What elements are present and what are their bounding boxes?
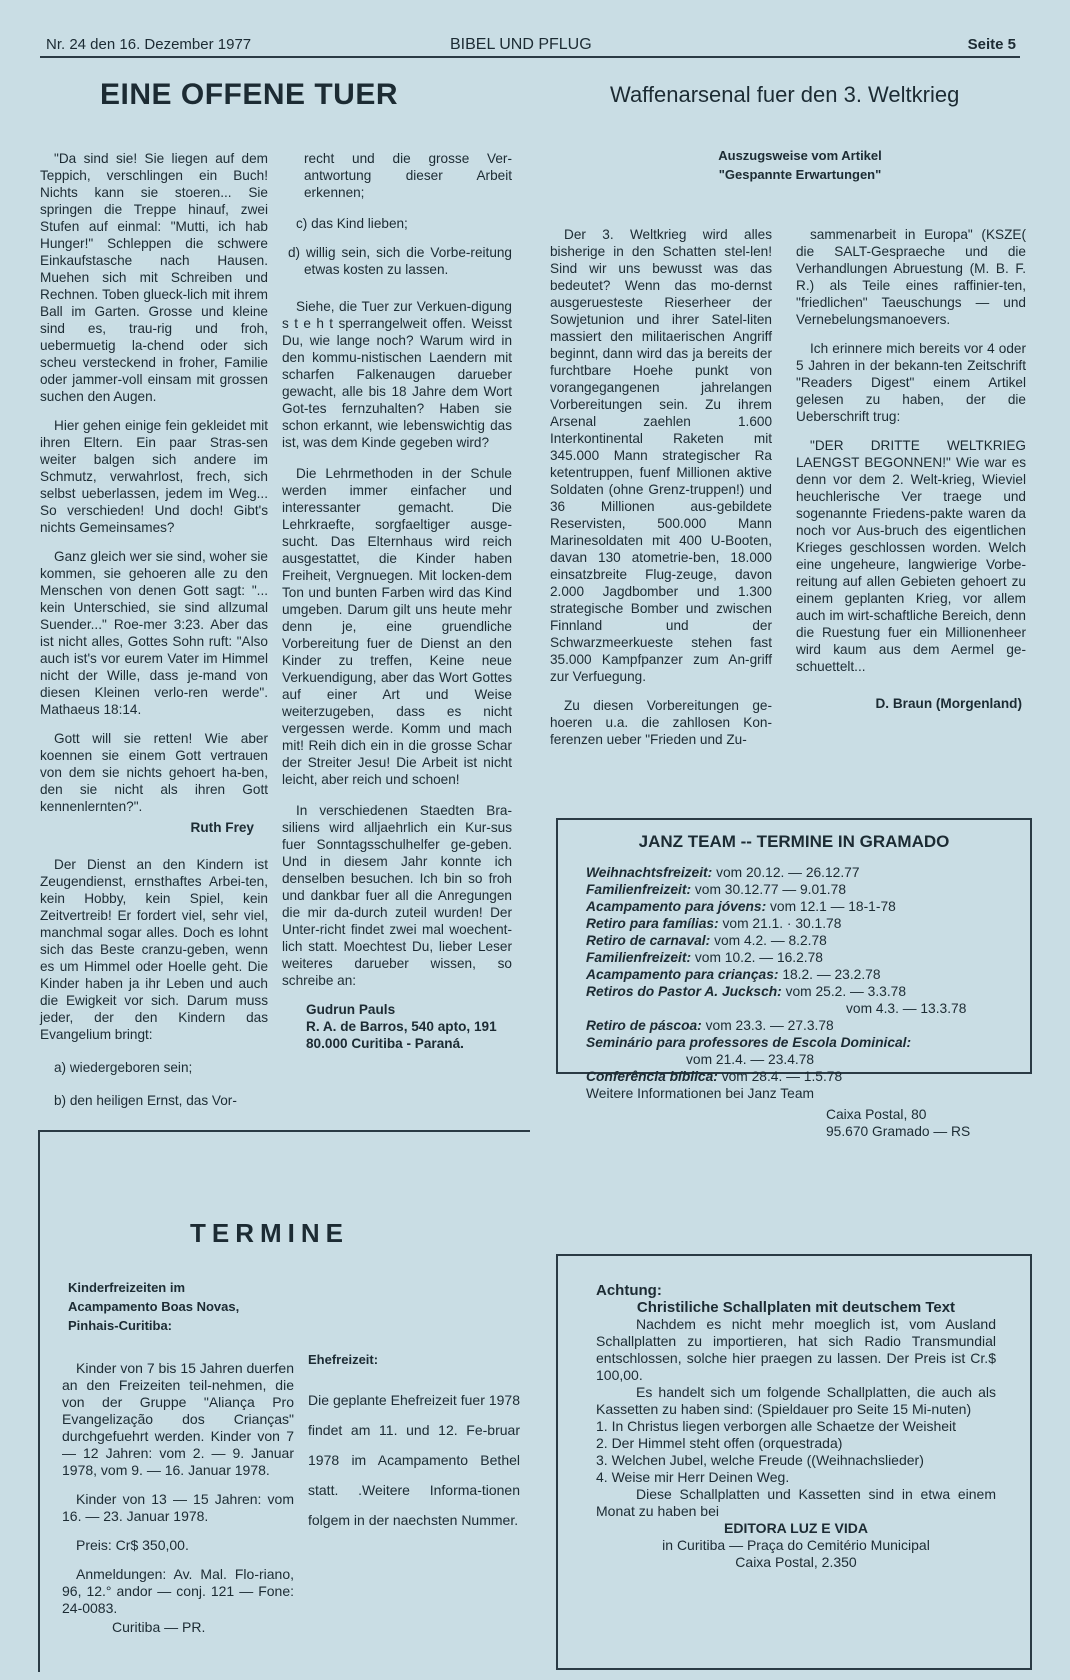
paragraph: Es handelt sich um folgende Schallplatten, die auch als Kassetten zu haben sind: (Spieldauer pro Seite 15 Mi-nuten) (596, 1384, 996, 1417)
subtitle-line-1: Auszugsweise vom Artikel (718, 148, 882, 163)
paragraph: Diese Schallplatten und Kassetten sind in etwa einem Monat zu haben bei (596, 1486, 996, 1519)
termine-heading (68, 1278, 300, 1335)
termine-box (38, 1130, 530, 1672)
janz-address-2: 95.670 Gramado — RS (826, 1124, 971, 1139)
paragraph: Zu diesen Vorbereitungen ge-hoeren u.a. die zahllosen Kon-ferenzen ueber "Frieden und Zu- (550, 698, 772, 747)
record-list (596, 1418, 996, 1486)
schedule-row-extra: vom 4.3. — 13.3.78 (846, 1001, 967, 1016)
termine-heading-line: Pinhais-Curitiba: (68, 1318, 173, 1333)
ehefreizeit-section (308, 1352, 520, 1535)
janz-team-schedule (586, 864, 1016, 1140)
article2-column-1 (550, 226, 772, 760)
paragraph: Nachdem es nicht mehr moeglich ist, vom Ausland Schallplatten zu importieren, hat sich Radio Transmundial entschlossen, solche hier praegen zu lassen. Der Preis ist Cr.$ 100,00. (596, 1316, 996, 1383)
paragraph: sammenarbeit in Europa" (KSZE( die SALT-Gespraeche und die Verhandlungen Abruestung (M. B. F. R.) als Teile eines raffinier-ten, "friedlichen" Taeuschungs — und Vernebelungsmanoevers. (796, 227, 1026, 327)
contact-name: Gudrun Pauls (306, 1002, 396, 1017)
paragraph: Hier gehen einige fein gekleidet mit ihren Eltern. Ein paar Stras-sen weiter balgen sich andere im Schmutz, verwahrlost, frech, sich selbst ueberlassen, jedem im Weg... So verschieden! Und doch! Gibt's nichts Gemeinsames? (40, 418, 268, 535)
article1-column-1 (40, 150, 268, 1121)
termine-heading-line: Kinderfreizeiten im (68, 1280, 186, 1295)
schedule-row: Familienfreizeit: vom 30.12.77 — 9.01.78 (586, 882, 846, 897)
schedule-row: Weihnachtsfreizeit: vom 20.12. — 26.12.77 (586, 865, 860, 880)
schedule-row: Acampamento para jóvens: vom 12.1 — 18-1-78 (586, 899, 896, 914)
article-title-waffenarsenal: Waffenarsenal fuer den 3. Weltkrieg (610, 82, 960, 107)
article2-subtitle (700, 148, 900, 182)
record-item: 4. Weise mir Herr Deinen Weg. (596, 1469, 790, 1485)
paragraph: Ganz gleich wer sie sind, woher sie kommen, sie gehoeren alle zu den Menschen von denen Gott sagt: "... kein Unterschied, sie sind allzumal Suender..." Roe-mer 3:23. Aber das ist nicht alles, Gottes Sohn ruft: "Also auch ist's vor eurem Vater im Himmel nicht der Wille, dass je-mand von diesen Kleinen verlo-ren werde". Mathaeus 18:14. (40, 549, 268, 717)
paragraph: "DER DRITTE WELTKRIEG LAENGST BEGONNEN!" Wie war es denn vor dem 2. Welt-krieg, Wieviel heuchlerische Ver traege und sogenannte Friedens-pakte waren da noch vor Aus-bruch des eigentlichen Krieges geschlossen worden. Welch eine ungeheure, langwierige Vorbe-reitung auf allen Gebieten gehoert zu einem geplanten Krieg, vor allem auch im wirt-schaftliche Bereich, denn die Ruestung fuer ein Millionenheer wird kaum aus dem Aermel ge-schuettelt... (796, 438, 1026, 674)
schallplatten-heading-1: Achtung: (596, 1282, 662, 1299)
contact-city: 80.000 Curitiba - Paraná. (306, 1036, 464, 1051)
schedule-row: Retiro de páscoa: vom 23.3. — 27.3.78 (586, 1018, 834, 1033)
list-item-c: c) das Kind lieben; (296, 216, 408, 231)
schedule-row: Conferência bíblica: vom 28.4. — 1.5.78 (586, 1069, 843, 1084)
newspaper-title: BIBEL UND PFLUG (450, 36, 592, 53)
termine-heading-line: Acampamento Boas Novas, (68, 1299, 240, 1314)
janz-team-title: JANZ TEAM -- TERMINE IN GRAMADO (638, 832, 950, 851)
page-header (40, 34, 1020, 58)
schedule-row: Retiros do Pastor A. Jucksch: vom 25.2. — 3.3.78 (586, 984, 907, 999)
record-item: 1. In Christus liegen verborgen alle Schaetze der Weisheit (596, 1418, 957, 1434)
paragraph: "Da sind sie! Sie liegen auf dem Teppich, verschlingen ein Buch! Nichts kann sie stoeren... Sie springen die Treppe hinauf, zwei Stufen auf einmal: "Mutti, ich hab Hunger!" Schleppen die schwere Einkaufstasche nach Hausen. Muehen sich mit Schreiben und Rechnen. Toben glueck-lich mit ihrem Ball im Garten. Grosse und kleine sind es, trau-rig und froh, uebermuetig la-chend oder sich scheu versteckend in froher, Familie oder jammer-voll einsam mit grossen suchen den Augen. (40, 151, 268, 404)
record-item: 2. Der Himmel steht offen (orquestrada) (596, 1435, 843, 1451)
list-item-b-cont: recht und die grosse Ver-antwortung dieser Arbeit erkennen; (304, 151, 512, 200)
author-signature: Ruth Frey (190, 820, 254, 835)
paragraph: Siehe, die Tuer zur Verkuen-digung s t e h t sperrangelweit offen. Weisst Du, wie lange noch? Warum wird in den kommu-nistischen Laendern mit scharfen Falkenaugen darueber gewacht, alle bis 18 Jahre dem Wort Got-tes fernzuhalten? Haben sie schon erkannt, wie lebenswichtig das ist, was dem Kinde gegeben wird? (282, 299, 512, 450)
paragraph: Der Dienst an den Kindern ist Zeugendienst, ernsthaftes Arbei-ten, kein Hobby, kein Spiel, kein Zeitvertreib! Er fordert viel, sehr viel, manchmal sogar alles. Doch es lohnt sich das Beste cranzu-geben, wenn es um Himmel oder Hoelle geht. Die Kinder haben ja ihr Leben und auch die Ewigkeit vor sich. Darum muss jeder, der den Kindern das Evangelium bringt: (40, 857, 268, 1042)
paragraph: Kinder von 7 bis 15 Jahren duerfen an den Freizeiten teil-nehmen, die von der Gruppe "Aliança Pro Evangelização dos Crianças" durchgefuehrt werden. Kinder von 7 — 12 Jahren: vom 2. — 9. Januar 1978, vom 9. — 16. Januar 1978. (62, 1360, 294, 1478)
schedule-row-seminar: vom 21.4. — 23.4.78 (686, 1052, 815, 1067)
list-item-a: a) wiedergeboren sein; (54, 1060, 193, 1075)
page-number: Seite 5 (967, 36, 1016, 53)
publisher-address-1: in Curitiba — Praça do Cemitério Municipal (662, 1537, 930, 1553)
paragraph: Preis: Cr$ 350,00. (76, 1537, 189, 1553)
ehefreizeit-text: Die geplante Ehefreizeit fuer 1978 findet am 11. und 12. Fe-bruar 1978 im Acampamento Bethel statt. .Weitere Informa-tionen folgem in der naechsten Nummer. (308, 1392, 520, 1528)
termine-children-text (62, 1360, 294, 1648)
article2-column-2 (796, 226, 1026, 712)
schallplatten-heading-2: Christiliche Schallplaten mit deutschem Text (636, 1299, 956, 1316)
termine-title: TERMINE (190, 1218, 349, 1248)
schallplatten-box (556, 1254, 1032, 1670)
record-item: 3. Welchen Jubel, welche Freude ((Weihnachslieder) (596, 1452, 924, 1468)
article-title-offene-tuer: EINE OFFENE TUER (100, 78, 399, 111)
janz-address-1: Caixa Postal, 80 (826, 1107, 927, 1122)
paragraph: Gott will sie retten! Wie aber koennen sie einem Gott vertrauen von dem sie nichts gehoert ha-ben, den sie nicht als ihren Gott kennenlernten?". (40, 731, 268, 814)
schedule-row: Retiro de carnaval: vom 4.2. — 8.2.78 (586, 933, 827, 948)
paragraph: Kinder von 13 — 15 Jahren: vom 16. — 23. Januar 1978. (62, 1491, 294, 1524)
paragraph: Curitiba — PR. (112, 1619, 206, 1635)
publisher-address-2: Caixa Postal, 2.350 (735, 1554, 857, 1570)
schedule-row: Acampamento para crianças: 18.2. — 23.2.78 (586, 967, 881, 982)
publisher-name: EDITORA LUZ E VIDA (724, 1520, 868, 1536)
janz-team-box (556, 818, 1032, 1139)
list-item-b: b) den heiligen Ernst, das Vor- (54, 1093, 237, 1108)
paragraph: Ich erinnere mich bereits vor 4 oder 5 Jahren in der bekann-ten Zeitschrift "Readers Digest" einem Artikel gelesen zu haben, der die Ueberschrift trug: (796, 341, 1026, 424)
paragraph: Anmeldungen: Av. Mal. Flo-riano, 96, 12.° andor — conj. 121 — Fone: 24-0083. (62, 1566, 294, 1616)
list-item-d: d) willig sein, sich die Vorbe-reitung etwas kosten zu lassen. (288, 245, 512, 277)
ehefreizeit-title: Ehefreizeit: (308, 1352, 379, 1367)
issue-label: Nr. 24 den 16. Dezember 1977 (46, 36, 252, 53)
article1-column-2 (282, 150, 512, 1052)
author-signature: D. Braun (Morgenland) (875, 696, 1022, 711)
paragraph: Der 3. Weltkrieg wird alles bisherige in den Schatten stel-len! Sind wir uns bewusst was das bedeutet? Wenn das mo-dernst ausgeruesteste Rieserheer der Sowjetunion und ihrer Satel-liten massiert den militaerischen Angriff beginnt, dann wird das ja bereits der furchtbare Hoehe punkt von vorangegangenen jahrelangen Vorbereitungen sein. Zu ihrem Arsenal zaehlen 1.600 Interkontinental Raketen mit 345.000 Mann strategischer Ra ketentruppen, fuenf Millionen aktive Soldaten (ohne Grenz-truppen!) und 36 Millionen aus-gebildete Reservisten, 500.000 Mann Marinesoldaten mit 400 U-Booten, davan 130 atometrie-ben, 18.000 einsatzbreite Flug-zeuge, davon 2.000 Jagdbomber und 1.300 strategische Bomber und zwischen Finnland und der Schwarzmeerkueste stehen fast 35.000 Kampfpanzer zum An-griff zur Verfuegung. (550, 227, 772, 684)
paragraph: Die Lehrmethoden in der Schule werden immer einfacher und interessanter gemacht. Die Lehrkraefte, sorgfaeltiger ausge-sucht. Das Elternhaus wird reich ausgestattet, die Kinder haben Freiheit, Vergnuegen. Mit locken-dem Ton und bunten Farben wird das Kind umgeben. Darum gilt uns heute mehr denn je, eine gruendliche Vorbereitung fuer de Dienst an den Kinder zu treffen, Keine neue Verkuendigung, aber das Wort Gottes auf einer Art und Weise weiterzugeben, dass es nicht vergessen werde. Komm und mach mit! Reih dich ein in die grosse Schar der Streiter Jesu! Die Arbeit ist nicht leicht, aber reich und schoen! (282, 466, 512, 787)
schedule-row: Seminário para professores de Escola Dominical: (586, 1035, 912, 1050)
janz-info: Weitere Informationen bei Janz Team (586, 1086, 815, 1101)
schedule-row: Familienfreizeit: vom 10.2. — 16.2.78 (586, 950, 823, 965)
schedule-row: Retiro para famílias: vom 21.1. · 30.1.78 (586, 916, 842, 931)
contact-street: R. A. de Barros, 540 apto, 191 (306, 1019, 497, 1034)
paragraph: In verschiedenen Staedten Bra-siliens wird alljaehrlich ein Kur-sus fuer Sonntagsschulhelfer ge-geben. Und in diesem Jahr konnte ich denselben besuchen. Ich bin so froh und dankbar fuer all die Anregungen die mir da-durch zuteil wurden! Der Unter-richt findet zwei mal woechent-lich statt. Moechtest Du, lieber Leser weiteres darueber wissen, so schreibe an: (282, 803, 512, 988)
subtitle-line-2: "Gespannte Erwartungen" (718, 167, 882, 182)
schallplatten-content (596, 1282, 996, 1571)
